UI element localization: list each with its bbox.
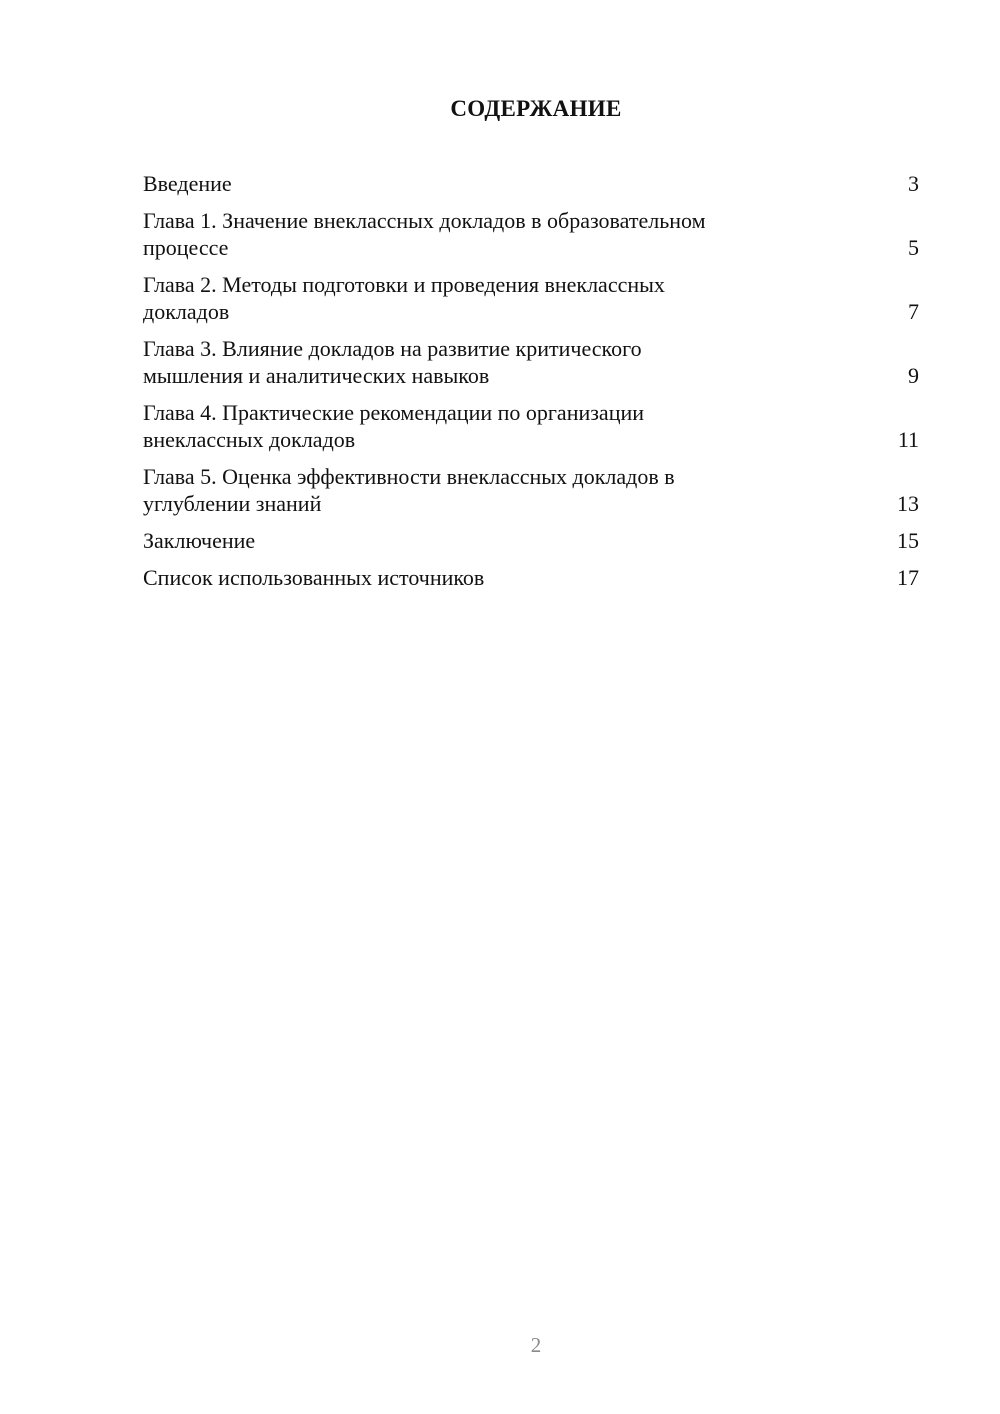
toc-entry-line: докладов: [143, 299, 230, 324]
toc-page-number: 7: [908, 299, 919, 324]
toc-entry-line: Заключение: [143, 528, 256, 553]
toc-entry-line: углублении знаний: [143, 491, 322, 516]
toc-entry-title: [143, 399, 803, 453]
toc-entry-line: мышления и аналитических навыков: [143, 363, 490, 388]
toc-entry-chapter-5[interactable]: [143, 463, 919, 517]
toc-entry-line: Список использованных источников: [143, 565, 485, 590]
toc-entry-line: Глава 3. Влияние докладов на развитие критического: [143, 336, 642, 361]
toc-page-number: 3: [908, 171, 919, 196]
toc-entry-conclusion[interactable]: [143, 527, 919, 554]
toc-entry-title: [143, 335, 803, 389]
toc-entry-line: Глава 1. Значение внеклассных докладов в образовательном: [143, 208, 706, 233]
toc-entry-chapter-2[interactable]: [143, 271, 919, 325]
toc-entry-line: Глава 2. Методы подготовки и проведения внеклассных: [143, 272, 665, 297]
toc-entry-references[interactable]: [143, 564, 919, 591]
toc-entry-chapter-1[interactable]: [143, 207, 919, 261]
toc-page-number: 13: [897, 491, 919, 516]
toc-entry-title: [143, 527, 803, 554]
toc-entry-line: внеклассных докладов: [143, 427, 356, 452]
toc-entry-title: [143, 564, 803, 591]
toc-page-number: 5: [908, 235, 919, 260]
page-title: СОДЕРЖАНИЕ: [450, 96, 622, 121]
page-number: 2: [530, 1333, 542, 1357]
toc-entry-title: [143, 271, 803, 325]
toc-page-number: 9: [908, 363, 919, 388]
table-of-contents: [143, 170, 919, 601]
toc-entry-line: Глава 5. Оценка эффективности внеклассных докладов в: [143, 464, 675, 489]
toc-entry-title: [143, 207, 803, 261]
toc-entry-line: Введение: [143, 171, 232, 196]
toc-entry-line: Глава 4. Практические рекомендации по организации: [143, 400, 645, 425]
toc-entry-chapter-4[interactable]: [143, 399, 919, 453]
toc-entry-line: процессе: [143, 235, 229, 260]
toc-entry-chapter-3[interactable]: [143, 335, 919, 389]
toc-page-number: 11: [897, 427, 919, 452]
toc-entry-title: [143, 463, 803, 517]
toc-entry-introduction[interactable]: [143, 170, 919, 197]
toc-page-number: 15: [897, 528, 919, 553]
toc-entry-title: [143, 170, 803, 197]
toc-page-number: 17: [897, 565, 919, 590]
